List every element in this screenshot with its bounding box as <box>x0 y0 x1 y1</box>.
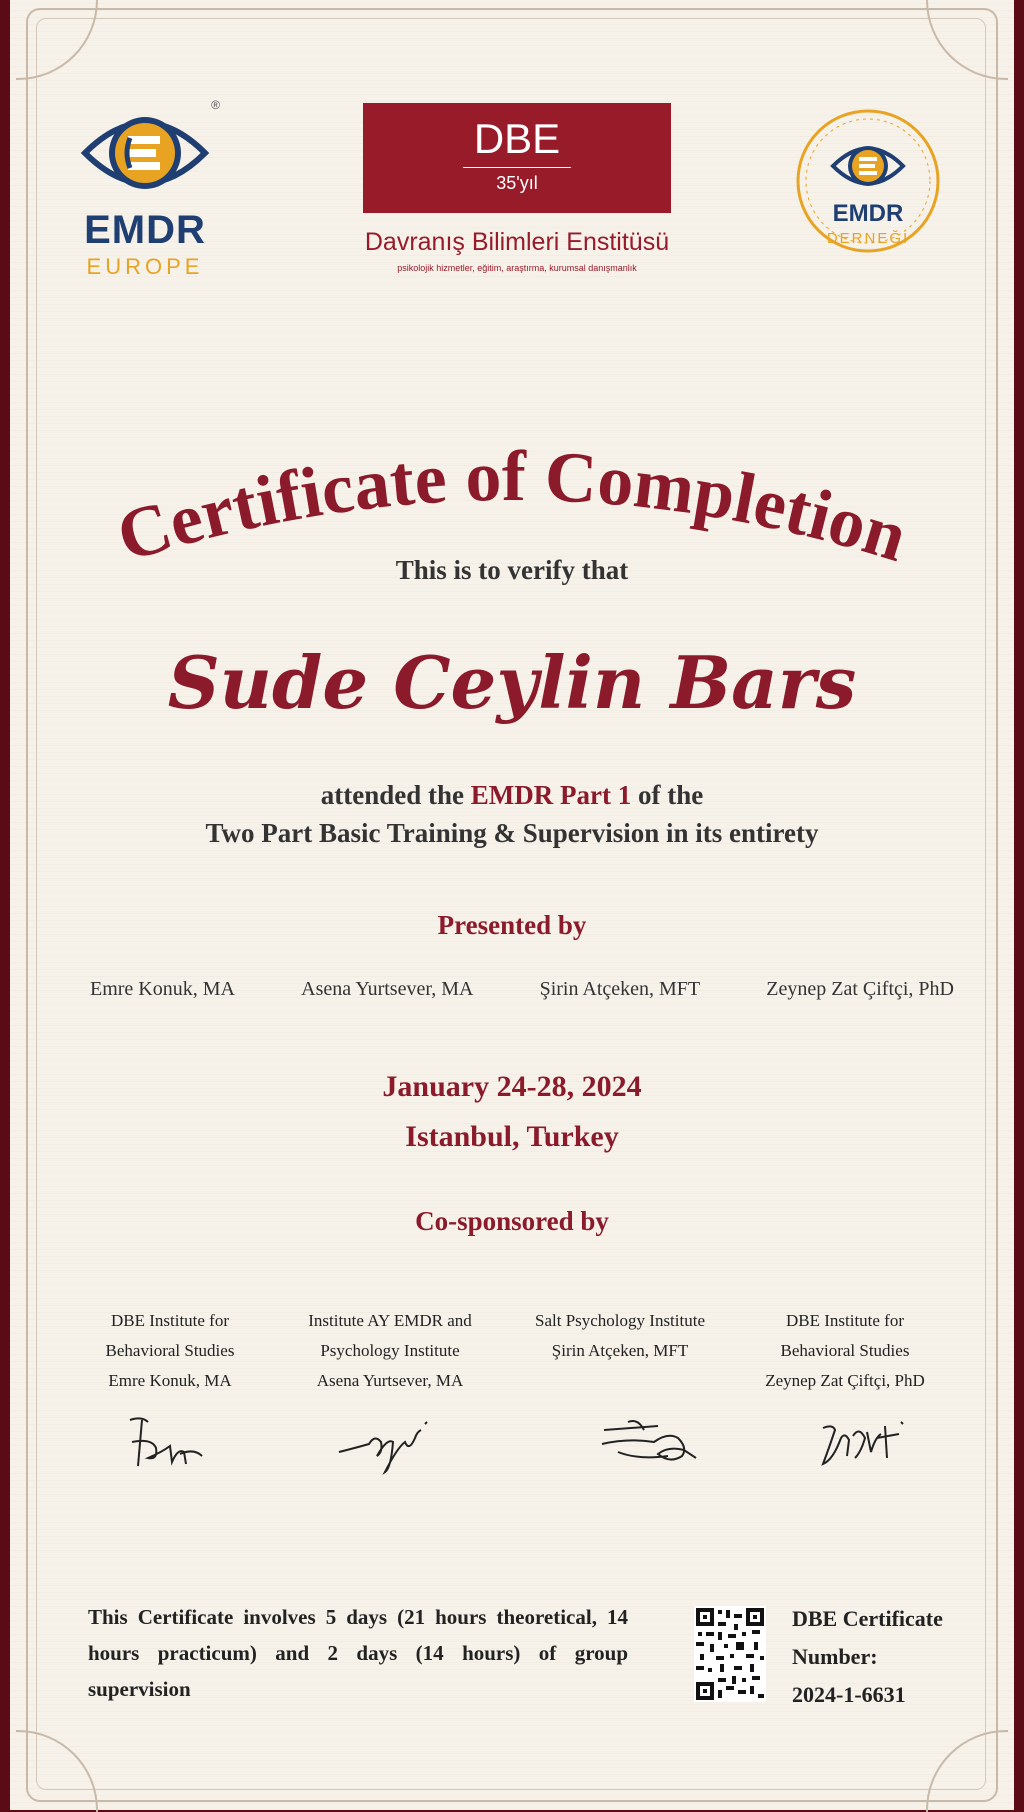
attended-suffix: of the <box>637 780 704 810</box>
sponsor-block <box>290 1306 490 1396</box>
presented-by-heading: Presented by <box>437 910 587 940</box>
attended-prefix: attended the <box>320 780 465 810</box>
sponsor-block <box>520 1306 720 1366</box>
sponsor-line: Emre Konuk, MA <box>108 1371 232 1390</box>
emdr-dernegi-logo <box>793 96 943 286</box>
training-date: January 24-28, 2024 <box>382 1070 642 1103</box>
presenter-name: Şirin Atçeken, MFT <box>539 978 701 1000</box>
signature-image <box>815 1408 925 1478</box>
eye-logo-icon <box>80 98 210 208</box>
title-text: Certificate of Completion <box>108 435 917 578</box>
program-name: EMDR Part 1 <box>470 780 632 810</box>
logo-text-dernegi: DERNEĞİ <box>826 230 910 247</box>
recipient-name: Sude Ceylin Bars <box>167 640 857 725</box>
sponsor-line: Şirin Atçeken, MFT <box>551 1341 689 1360</box>
logo-text-emdr: EMDR <box>832 200 904 227</box>
signature-image <box>112 1408 222 1478</box>
presenters-row <box>90 978 954 1001</box>
signature-image <box>335 1408 445 1478</box>
dbe-logo-years: 35'yıl <box>496 173 538 193</box>
sponsor-block <box>70 1306 270 1396</box>
dbe-institute-name: Davranış Bilimleri Enstitüsü <box>364 228 670 256</box>
certificate-number-block <box>792 1600 943 1714</box>
training-location: Istanbul, Turkey <box>405 1120 619 1153</box>
dbe-logo-code: DBE <box>473 115 561 162</box>
cert-number-label: Number: <box>792 1644 878 1669</box>
registered-mark: ® <box>211 98 220 112</box>
sponsor-line: Institute AY EMDR and <box>308 1311 472 1330</box>
sponsor-line: DBE Institute for <box>785 1311 905 1330</box>
sponsor-line: Psychology Institute <box>320 1341 460 1360</box>
sponsor-line: Zeynep Zat Çiftçi, PhD <box>765 1371 925 1390</box>
cert-number-value: 2024-1-6631 <box>792 1682 906 1707</box>
signature-image <box>598 1408 708 1478</box>
certificate-duration-note: This Certificate involves 5 days (21 hours theoretical, 14 hours practicum) and 2 days (14 hours) of group supervision <box>88 1605 628 1701</box>
training-description: Two Part Basic Training & Supervision in its entirety <box>205 818 819 848</box>
attended-line <box>0 780 1024 811</box>
sponsor-line: Salt Psychology Institute <box>535 1311 705 1330</box>
logo-text-europe: EUROPE <box>86 254 204 279</box>
sponsor-line: Behavioral Studies <box>105 1341 235 1360</box>
presenter-name: Asena Yurtsever, MA <box>301 978 474 1000</box>
dbe-logo <box>363 103 671 213</box>
presenter-name: Zeynep Zat Çiftçi, PhD <box>766 978 954 1000</box>
sponsor-line: Behavioral Studies <box>780 1341 910 1360</box>
verify-text: This is to verify that <box>395 555 629 585</box>
qr-code-icon <box>694 1606 766 1702</box>
emdr-europe-logo <box>70 98 220 288</box>
cosponsored-by-heading: Co-sponsored by <box>415 1206 609 1236</box>
sponsor-line: Asena Yurtsever, MA <box>316 1371 464 1390</box>
dbe-tagline: psikolojik hizmetler, eğitim, araştırma, kurumsal danışmanlık <box>397 263 637 273</box>
cert-number-label: DBE Certificate <box>792 1606 943 1631</box>
sponsor-line: DBE Institute for <box>110 1311 230 1330</box>
sponsor-block <box>745 1306 945 1396</box>
logo-text-emdr: EMDR <box>84 208 206 252</box>
divider <box>463 167 571 168</box>
presenter-name: Emre Konuk, MA <box>90 978 235 1000</box>
